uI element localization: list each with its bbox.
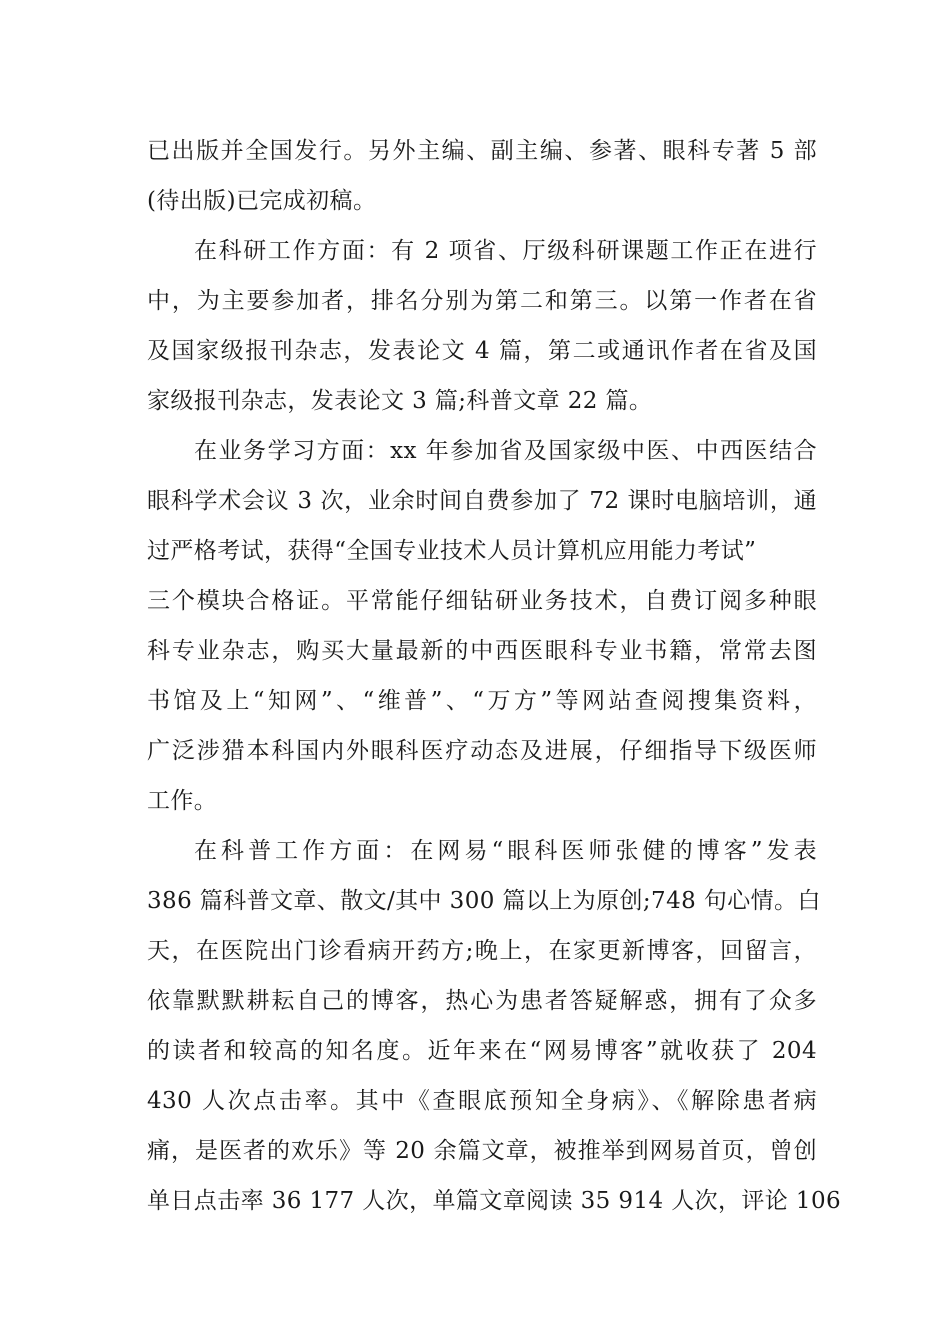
text-line: 工作。	[147, 788, 218, 814]
text-line: 单日点击率 36 177 人次，单篇文章阅读 35 914 人次，评论 106	[147, 1188, 842, 1214]
text-line: 天，在医院出门诊看病开药方;晚上，在家更新博客，回留言，	[147, 938, 817, 964]
paragraph-first-line: 在业务学习方面：xx 年参加省及国家级中医、中西医结合	[194, 438, 817, 464]
text-line: 430 人次点击率。其中《查眼底预知全身病》、《解除患者病	[147, 1088, 817, 1114]
text-line: 书馆及上“知网”、“维普”、“万方”等网站查阅搜集资料，	[147, 688, 817, 714]
text-line: 广泛涉猎本科国内外眼科医疗动态及进展，仔细指导下级医师	[147, 738, 817, 764]
text-line: 科专业杂志，购买大量最新的中西医眼科专业书籍，常常去图	[147, 638, 817, 664]
text-line: 已出版并全国发行。另外主编、副主编、参著、眼科专著 5 部	[147, 138, 817, 164]
text-line: 依靠默默耕耘自己的博客，热心为患者答疑解惑，拥有了众多	[147, 988, 817, 1014]
text-line: 眼科学术会议 3 次，业余时间自费参加了 72 课时电脑培训，通	[147, 488, 817, 514]
paragraph-first-line: 在科普工作方面：在网易“眼科医师张健的博客”发表	[194, 838, 817, 864]
text-line: 及国家级报刊杂志，发表论文 4 篇，第二或通讯作者在省及国	[147, 338, 817, 364]
paragraph-first-line: 在科研工作方面：有 2 项省、厅级科研课题工作正在进行	[194, 238, 817, 264]
text-line: 家级报刊杂志，发表论文 3 篇;科普文章 22 篇。	[147, 388, 653, 414]
text-line: 痛，是医者的欢乐》等 20 余篇文章，被推举到网易首页，曾创	[147, 1138, 817, 1164]
text-line: 386 篇科普文章、散文/其中 300 篇以上为原创;748 句心情。白	[147, 888, 821, 914]
text-line: 过严格考试，获得“全国专业技术人员计算机应用能力考试”	[147, 538, 757, 564]
text-line: 中，为主要参加者，排名分别为第二和第三。以第一作者在省	[147, 288, 817, 314]
text-line: (待出版)已完成初稿。	[147, 188, 377, 214]
text-line: 三个模块合格证。平常能仔细钻研业务技术，自费订阅多种眼	[147, 588, 817, 614]
text-line: 的读者和较高的知名度。近年来在“网易博客”就收获了 204	[147, 1038, 817, 1064]
